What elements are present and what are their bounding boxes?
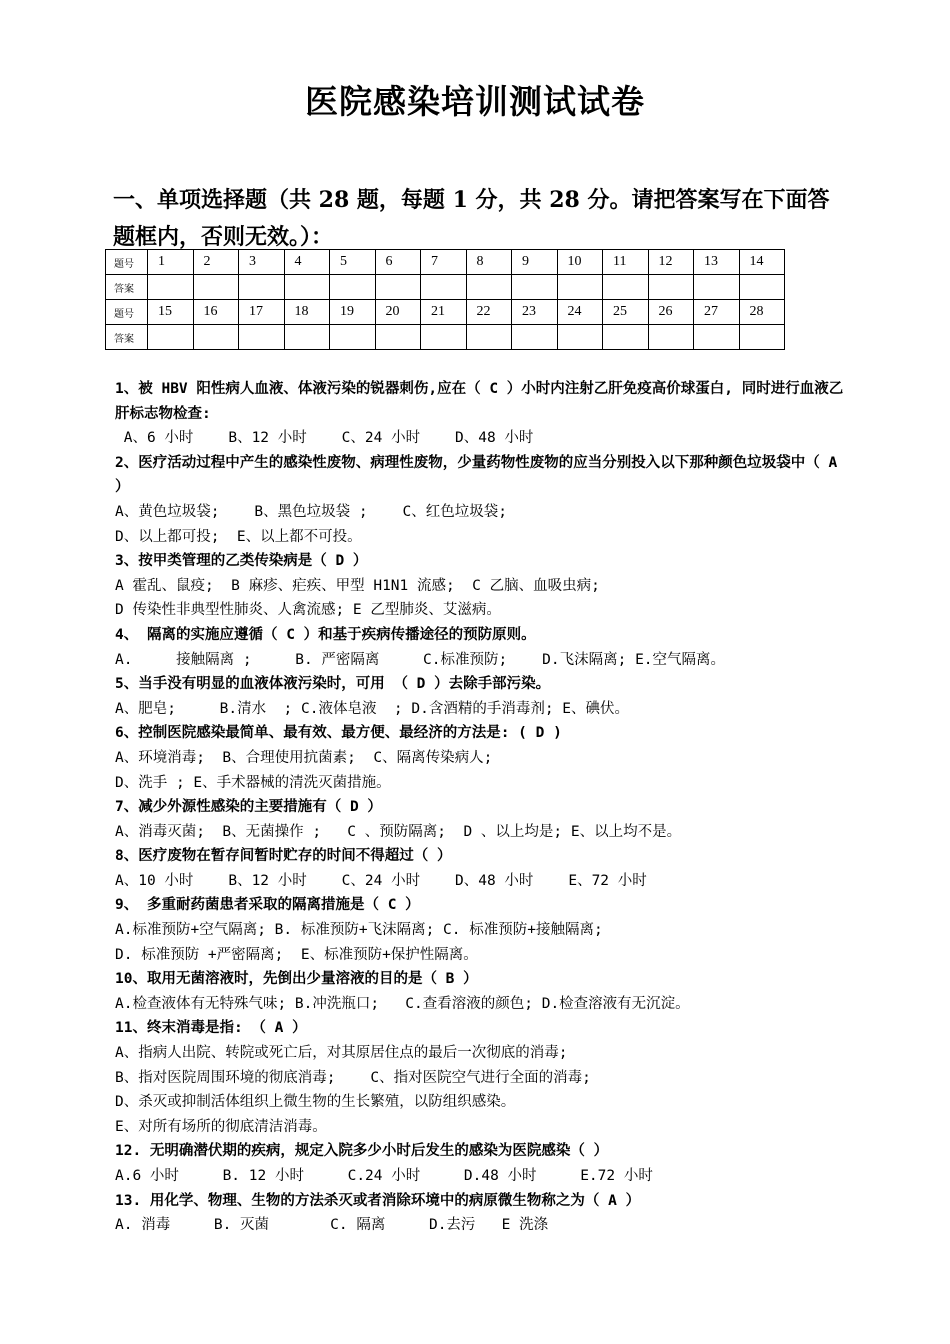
answer-table-answer-row	[106, 325, 785, 350]
answer-cell[interactable]	[466, 275, 512, 300]
question-number-cell: 5	[330, 250, 376, 275]
question-stem: 6、控制医院感染最简单、最有效、最方便、最经济的方法是: ( D )	[115, 725, 562, 742]
question-stem: 13. 用化学、物理、生物的方法杀灭或者消除环境中的病原微生物称之为（ A ）	[115, 1192, 641, 1209]
question-stem: 2、医疗活动过程中产生的感染性废物、病理性废物，少量药物性废物的应当分别投入以下那种颜色垃圾袋中（ A ）	[115, 454, 838, 496]
answer-cell[interactable]	[193, 275, 239, 300]
question-number-cell: 3	[239, 250, 285, 275]
question-options: B、指对医院周围环境的彻底消毒; C、指对医院空气进行全面的消毒;	[115, 1069, 591, 1086]
question-options: A、指病人出院、转院或死亡后，对其原居住点的最后一次彻底的消毒;	[115, 1045, 568, 1062]
question-number-cell: 25	[603, 300, 649, 325]
answer-cell[interactable]	[375, 325, 421, 350]
question-number-cell: 19	[330, 300, 376, 325]
question-options: A、6 小时 B、12 小时 C、24 小时 D、48 小时	[115, 430, 534, 447]
question-options: E、对所有场所的彻底清洁消毒。	[115, 1118, 327, 1135]
answer-cell[interactable]	[739, 275, 785, 300]
answer-cell[interactable]	[239, 275, 285, 300]
question-number-cell: 28	[739, 300, 785, 325]
question-stem: 8、医疗废物在暂存间暂时贮存的时间不得超过（ ）	[115, 848, 452, 865]
question-stem: 12. 无明确潜伏期的疾病，规定入院多少小时后发生的感染为医院感染（ ）	[115, 1143, 609, 1160]
answer-cell[interactable]	[648, 325, 694, 350]
question-options: D、杀灭或抑制活体组织上微生物的生长繁殖，以防组织感染。	[115, 1094, 516, 1111]
question-number-cell: 12	[648, 250, 694, 275]
question-number-cell: 13	[694, 250, 740, 275]
section-heading: 一、单项选择题（共 28 题，每题 1 分，共 28 分。请把答案写在下面答题框内，否则无效。）：	[113, 187, 830, 250]
question-number-cell: 16	[193, 300, 239, 325]
question-options: A. 接触隔离 ; B. 严密隔离 C.标准预防; D.飞沫隔离; E.空气隔离。	[115, 651, 726, 668]
question-number-cell: 15	[148, 300, 194, 325]
question-number-cell: 21	[421, 300, 467, 325]
answer-table-answer-row	[106, 275, 785, 300]
question-number-cell: 20	[375, 300, 421, 325]
question-number-cell: 23	[512, 300, 558, 325]
answer-table-number-row	[106, 250, 785, 275]
answer-cell[interactable]	[375, 275, 421, 300]
question-stem: 4、 隔离的实施应遵循（ C ）和基于疾病传播途径的预防原则。	[115, 626, 536, 643]
question-options: A、10 小时 B、12 小时 C、24 小时 D、48 小时 E、72 小时	[115, 872, 647, 889]
answer-cell[interactable]	[603, 275, 649, 300]
question-number-cell: 6	[375, 250, 421, 275]
question-number-cell: 9	[512, 250, 558, 275]
question-number-cell: 14	[739, 250, 785, 275]
answer-cell[interactable]	[739, 325, 785, 350]
answer-cell[interactable]	[512, 325, 558, 350]
question-stem: 3、按甲类管理的乙类传染病是（ D ）	[115, 553, 368, 570]
question-options: A、消毒灭菌; B、无菌操作 ; C 、预防隔离; D 、以上均是; E、以上均不是。	[115, 823, 682, 840]
row-label-answer: 答案	[106, 325, 148, 350]
question-options: A、环境消毒; B、合理使用抗菌素; C、隔离传染病人;	[115, 749, 493, 766]
question-stem: 9、 多重耐药菌患者采取的隔离措施是（ C ）	[115, 897, 420, 914]
row-label-number: 题号	[106, 250, 148, 275]
question-number-cell: 24	[557, 300, 603, 325]
question-stem: 10、取用无菌溶液时，先倒出少量溶液的目的是（ B ）	[115, 971, 478, 988]
question-number-cell: 7	[421, 250, 467, 275]
answer-cell[interactable]	[512, 275, 558, 300]
question-number-cell: 17	[239, 300, 285, 325]
row-label-answer: 答案	[106, 275, 148, 300]
answer-cell[interactable]	[421, 275, 467, 300]
question-options: A.6 小时 B. 12 小时 C.24 小时 D.48 小时 E.72 小时	[115, 1168, 653, 1184]
question-number-cell: 22	[466, 300, 512, 325]
answer-cell[interactable]	[648, 275, 694, 300]
question-number-cell: 8	[466, 250, 512, 275]
question-options: A. 消毒 B. 灭菌 C. 隔离 D.去污 E 洗涤	[115, 1217, 549, 1234]
answer-cell[interactable]	[603, 325, 649, 350]
answer-cell[interactable]	[148, 275, 194, 300]
question-number-cell: 1	[148, 250, 194, 275]
answer-table-number-row	[106, 300, 785, 325]
answer-cell[interactable]	[330, 325, 376, 350]
question-number-cell: 10	[557, 250, 603, 275]
question-options: A.检查液体有无特殊气味; B.冲洗瓶口; C.查看溶液的颜色; D.检查溶液有无沉淀。	[115, 995, 690, 1012]
answer-cell[interactable]	[694, 325, 740, 350]
answer-table	[105, 249, 785, 350]
question-stem: 5、当手没有明显的血液体液污染时，可用 （ D ）去除手部污染。	[115, 676, 551, 693]
answer-cell[interactable]	[557, 325, 603, 350]
answer-cell[interactable]	[239, 325, 285, 350]
question-number-cell: 27	[694, 300, 740, 325]
question-stem: 11、终末消毒是指: （ A ）	[115, 1020, 307, 1037]
question-options: A、黄色垃圾袋; B、黑色垃圾袋 ; C、红色垃圾袋;	[115, 503, 507, 520]
question-options: D、以上都可投; E、以上都不可投。	[115, 528, 362, 545]
answer-cell[interactable]	[557, 275, 603, 300]
answer-cell[interactable]	[284, 275, 330, 300]
answer-cell[interactable]	[694, 275, 740, 300]
answer-cell[interactable]	[148, 325, 194, 350]
question-options: A 霍乱、鼠疫; B 麻疹、疟疾、甲型 H1N1 流感; C 乙脑、血吸虫病;	[115, 577, 600, 594]
question-number-cell: 4	[284, 250, 330, 275]
question-list	[115, 377, 845, 1238]
question-options: D、洗手 ; E、手术器械的清洗灭菌措施。	[115, 774, 391, 791]
question-number-cell: 26	[648, 300, 694, 325]
answer-cell[interactable]	[193, 325, 239, 350]
question-number-cell: 11	[603, 250, 649, 275]
question-options: A.标准预防+空气隔离; B. 标准预防+飞沫隔离; C. 标准预防+接触隔离;	[115, 922, 603, 939]
question-number-cell: 18	[284, 300, 330, 325]
page-title: 医院感染培训测试试卷	[305, 82, 645, 121]
answer-cell[interactable]	[421, 325, 467, 350]
question-options: D 传染性非典型性肺炎、人禽流感; E 乙型肺炎、艾滋病。	[115, 602, 501, 619]
question-number-cell: 2	[193, 250, 239, 275]
question-stem: 1、被 HBV 阳性病人血液、体液污染的锐器刺伤,应在（ C ）小时内注射乙肝免疫高价球蛋白, 同时进行血液乙肝标志物检查:	[115, 381, 844, 422]
question-stem: 7、减少外源性感染的主要措施有（ D ）	[115, 799, 382, 816]
answer-cell[interactable]	[284, 325, 330, 350]
answer-cell[interactable]	[330, 275, 376, 300]
answer-cell[interactable]	[466, 325, 512, 350]
question-options: D. 标准预防 +严密隔离; E、标准预防+保护性隔离。	[115, 946, 478, 963]
row-label-number: 题号	[106, 300, 148, 325]
question-options: A、肥皂; B.清水 ; C.液体皂液 ; D.含酒精的手消毒剂; E、碘伏。	[115, 700, 630, 717]
